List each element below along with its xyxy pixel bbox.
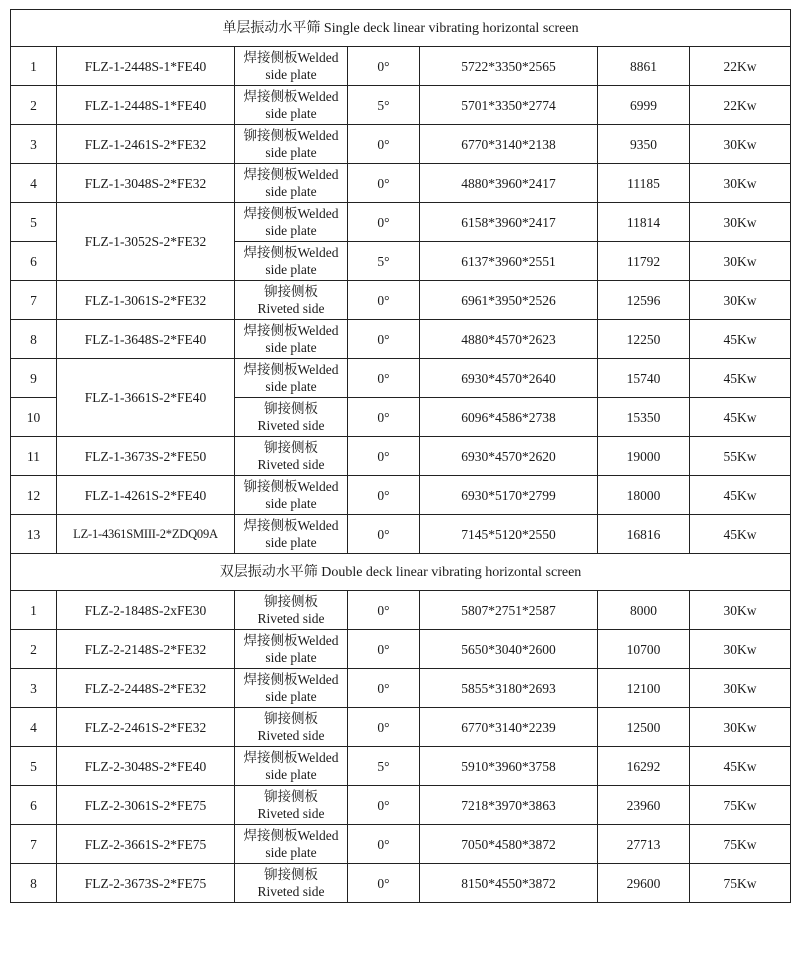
weight-cell: 27713 [598,825,690,864]
side-plate-line2: side plate [265,496,317,511]
row-number: 7 [11,825,57,864]
side-plate-line1: 铆接侧板Welded [243,128,339,143]
side-plate-cell [235,515,348,554]
row-number: 2 [11,630,57,669]
power-cell: 75Kw [690,786,791,825]
model-cell: LZ-1-4361SMIII-2*ZDQ09A [57,515,235,554]
weight-cell: 16292 [598,747,690,786]
side-plate-line2: Riveted side [257,884,325,899]
angle-cell: 0° [348,630,420,669]
angle-cell: 5° [348,242,420,281]
power-cell: 30Kw [690,203,791,242]
weight-cell: 29600 [598,864,690,903]
power-cell: 30Kw [690,281,791,320]
power-cell: 75Kw [690,825,791,864]
power-cell: 55Kw [690,437,791,476]
angle-cell: 0° [348,125,420,164]
screen-spec-table [10,9,791,903]
power-cell: 30Kw [690,669,791,708]
power-cell: 30Kw [690,591,791,630]
side-plate-cell [235,203,348,242]
model-cell: FLZ-2-2461S-2*FE32 [57,708,235,747]
side-plate-line1: 焊接侧板Welded [243,633,339,648]
dimensions-cell: 6137*3960*2551 [420,242,598,281]
row-number: 5 [11,747,57,786]
row-number: 9 [11,359,57,398]
weight-cell: 11792 [598,242,690,281]
row-number: 12 [11,476,57,515]
side-plate-line1: 焊接侧板Welded [243,750,339,765]
side-plate-cell [235,359,348,398]
side-plate-line2: side plate [265,145,317,160]
weight-cell: 12250 [598,320,690,359]
power-cell: 45Kw [690,398,791,437]
power-cell: 30Kw [690,125,791,164]
table-row [11,591,791,630]
model-cell: FLZ-1-3661S-2*FE40 [57,359,235,437]
power-cell: 30Kw [690,708,791,747]
power-cell: 45Kw [690,515,791,554]
dimensions-cell: 7050*4580*3872 [420,825,598,864]
weight-cell: 8000 [598,591,690,630]
section-title-double-deck: 双层振动水平筛 Double deck linear vibrating horizontal screen [11,554,791,591]
table-row [11,203,791,242]
side-plate-line2: Riveted side [257,418,325,433]
row-number: 3 [11,125,57,164]
side-plate-line2: Riveted side [257,301,325,316]
weight-cell: 12596 [598,281,690,320]
table-row [11,747,791,786]
side-plate-line1: 焊接侧板Welded [243,206,339,221]
dimensions-cell: 5855*3180*2693 [420,669,598,708]
table-row [11,125,791,164]
dimensions-cell: 6096*4586*2738 [420,398,598,437]
side-plate-cell [235,437,348,476]
model-cell: FLZ-1-3673S-2*FE50 [57,437,235,476]
angle-cell: 0° [348,281,420,320]
side-plate-line1: 铆接侧板Welded [243,479,339,494]
weight-cell: 8861 [598,47,690,86]
side-plate-line1: 焊接侧板Welded [243,672,339,687]
dimensions-cell: 6961*3950*2526 [420,281,598,320]
table-row [11,786,791,825]
side-plate-line1: 铆接侧板 [264,711,318,726]
side-plate-line1: 焊接侧板Welded [243,518,339,533]
weight-cell: 16816 [598,515,690,554]
angle-cell: 0° [348,359,420,398]
dimensions-cell: 6930*4570*2620 [420,437,598,476]
side-plate-line1: 焊接侧板Welded [243,167,339,182]
model-cell: FLZ-1-3061S-2*FE32 [57,281,235,320]
side-plate-cell [235,825,348,864]
dimensions-cell: 4880*4570*2623 [420,320,598,359]
side-plate-line2: side plate [265,340,317,355]
table-row [11,164,791,203]
table-row [11,320,791,359]
row-number: 13 [11,515,57,554]
table-row [11,437,791,476]
angle-cell: 0° [348,591,420,630]
dimensions-cell: 4880*3960*2417 [420,164,598,203]
dimensions-cell: 6930*5170*2799 [420,476,598,515]
angle-cell: 0° [348,476,420,515]
side-plate-line1: 焊接侧板Welded [243,245,339,260]
side-plate-line1: 焊接侧板Welded [243,362,339,377]
side-plate-cell [235,669,348,708]
side-plate-line2: side plate [265,689,317,704]
side-plate-cell [235,281,348,320]
power-cell: 22Kw [690,47,791,86]
dimensions-cell: 5722*3350*2565 [420,47,598,86]
power-cell: 75Kw [690,864,791,903]
dimensions-cell: 6158*3960*2417 [420,203,598,242]
side-plate-line2: Riveted side [257,611,325,626]
side-plate-cell [235,591,348,630]
side-plate-cell [235,86,348,125]
side-plate-line1: 焊接侧板Welded [243,323,339,338]
side-plate-line1: 焊接侧板Welded [243,828,339,843]
weight-cell: 12100 [598,669,690,708]
side-plate-line2: side plate [265,106,317,121]
model-cell: FLZ-2-3661S-2*FE75 [57,825,235,864]
weight-cell: 6999 [598,86,690,125]
weight-cell: 15350 [598,398,690,437]
power-cell: 30Kw [690,164,791,203]
row-number: 11 [11,437,57,476]
side-plate-cell [235,747,348,786]
weight-cell: 12500 [598,708,690,747]
angle-cell: 0° [348,398,420,437]
row-number: 8 [11,864,57,903]
row-number: 3 [11,669,57,708]
angle-cell: 0° [348,437,420,476]
row-number: 10 [11,398,57,437]
angle-cell: 0° [348,786,420,825]
side-plate-cell [235,320,348,359]
weight-cell: 23960 [598,786,690,825]
weight-cell: 15740 [598,359,690,398]
power-cell: 30Kw [690,242,791,281]
side-plate-line2: Riveted side [257,457,325,472]
model-cell: FLZ-1-3052S-2*FE32 [57,203,235,281]
dimensions-cell: 5701*3350*2774 [420,86,598,125]
dimensions-cell: 6770*3140*2239 [420,708,598,747]
weight-cell: 9350 [598,125,690,164]
side-plate-cell [235,125,348,164]
angle-cell: 0° [348,708,420,747]
side-plate-cell [235,786,348,825]
row-number: 5 [11,203,57,242]
side-plate-line2: side plate [265,767,317,782]
angle-cell: 0° [348,47,420,86]
weight-cell: 11185 [598,164,690,203]
dimensions-cell: 6930*4570*2640 [420,359,598,398]
row-number: 4 [11,164,57,203]
model-cell: FLZ-1-2461S-2*FE32 [57,125,235,164]
table-row [11,630,791,669]
section-title-single-deck: 单层振动水平筛 Single deck linear vibrating horizontal screen [11,10,791,47]
model-cell: FLZ-1-2448S-1*FE40 [57,47,235,86]
side-plate-cell [235,242,348,281]
row-number: 1 [11,591,57,630]
side-plate-line2: side plate [265,262,317,277]
side-plate-cell [235,47,348,86]
power-cell: 45Kw [690,476,791,515]
angle-cell: 0° [348,515,420,554]
table-row [11,47,791,86]
side-plate-line2: side plate [265,67,317,82]
side-plate-cell [235,864,348,903]
side-plate-cell [235,398,348,437]
side-plate-line1: 焊接侧板Welded [243,50,339,65]
table-row [11,476,791,515]
model-cell: FLZ-2-3061S-2*FE75 [57,786,235,825]
side-plate-line2: side plate [265,535,317,550]
power-cell: 22Kw [690,86,791,125]
angle-cell: 0° [348,825,420,864]
dimensions-cell: 5910*3960*3758 [420,747,598,786]
side-plate-line1: 铆接侧板 [264,401,318,416]
model-cell: FLZ-1-3648S-2*FE40 [57,320,235,359]
side-plate-line2: side plate [265,184,317,199]
side-plate-cell [235,164,348,203]
angle-cell: 0° [348,164,420,203]
table-row [11,669,791,708]
model-cell: FLZ-1-4261S-2*FE40 [57,476,235,515]
power-cell: 45Kw [690,359,791,398]
table-row [11,515,791,554]
side-plate-cell [235,476,348,515]
angle-cell: 0° [348,864,420,903]
side-plate-cell [235,630,348,669]
model-cell: FLZ-2-3673S-2*FE75 [57,864,235,903]
table-row [11,281,791,320]
dimensions-cell: 5650*3040*2600 [420,630,598,669]
side-plate-line1: 铆接侧板 [264,440,318,455]
weight-cell: 11814 [598,203,690,242]
table-row [11,825,791,864]
weight-cell: 10700 [598,630,690,669]
side-plate-line2: side plate [265,650,317,665]
power-cell: 30Kw [690,630,791,669]
dimensions-cell: 7218*3970*3863 [420,786,598,825]
row-number: 8 [11,320,57,359]
side-plate-line2: Riveted side [257,728,325,743]
side-plate-line1: 焊接侧板Welded [243,89,339,104]
dimensions-cell: 5807*2751*2587 [420,591,598,630]
side-plate-line2: side plate [265,379,317,394]
table-row [11,359,791,398]
power-cell: 45Kw [690,747,791,786]
weight-cell: 18000 [598,476,690,515]
side-plate-line1: 铆接侧板 [264,284,318,299]
angle-cell: 5° [348,86,420,125]
side-plate-cell [235,708,348,747]
angle-cell: 0° [348,203,420,242]
side-plate-line1: 铆接侧板 [264,594,318,609]
row-number: 7 [11,281,57,320]
weight-cell: 19000 [598,437,690,476]
row-number: 1 [11,47,57,86]
dimensions-cell: 8150*4550*3872 [420,864,598,903]
side-plate-line1: 铆接侧板 [264,867,318,882]
side-plate-line1: 铆接侧板 [264,789,318,804]
model-cell: FLZ-1-3048S-2*FE32 [57,164,235,203]
side-plate-line2: side plate [265,223,317,238]
model-cell: FLZ-2-2148S-2*FE32 [57,630,235,669]
side-plate-line2: side plate [265,845,317,860]
model-cell: FLZ-2-1848S-2xFE30 [57,591,235,630]
row-number: 4 [11,708,57,747]
dimensions-cell: 6770*3140*2138 [420,125,598,164]
angle-cell: 0° [348,320,420,359]
angle-cell: 5° [348,747,420,786]
table-row [11,864,791,903]
model-cell: FLZ-1-2448S-1*FE40 [57,86,235,125]
row-number: 6 [11,242,57,281]
model-cell: FLZ-2-3048S-2*FE40 [57,747,235,786]
table-row [11,708,791,747]
power-cell: 45Kw [690,320,791,359]
side-plate-line2: Riveted side [257,806,325,821]
row-number: 6 [11,786,57,825]
row-number: 2 [11,86,57,125]
model-cell: FLZ-2-2448S-2*FE32 [57,669,235,708]
angle-cell: 0° [348,669,420,708]
dimensions-cell: 7145*5120*2550 [420,515,598,554]
table-row [11,86,791,125]
